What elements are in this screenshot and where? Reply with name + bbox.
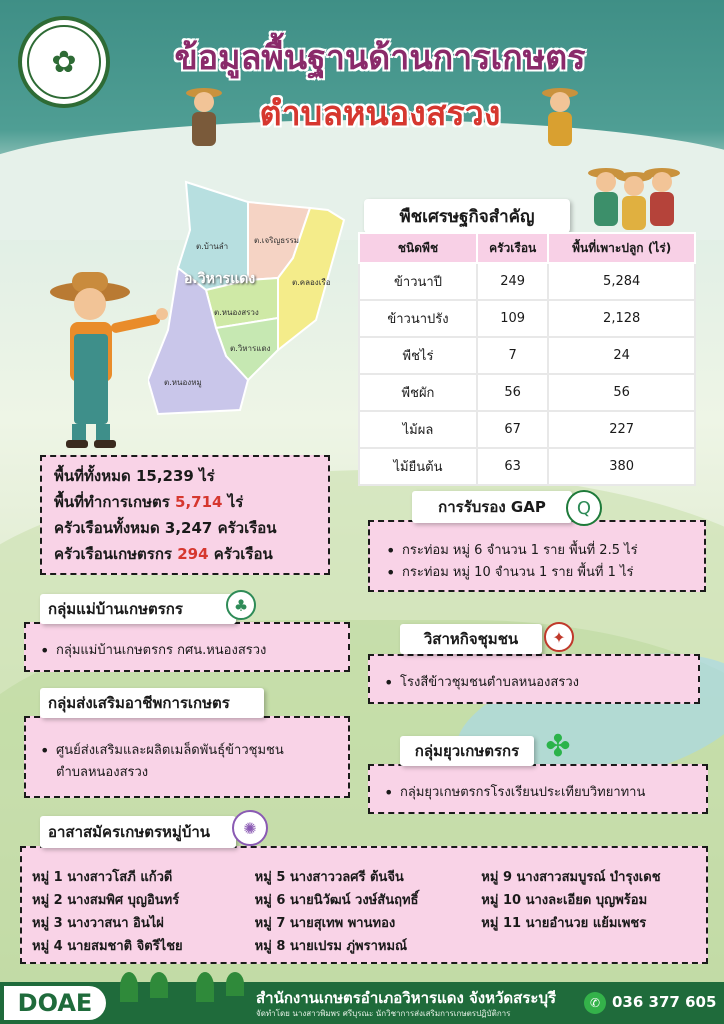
occupation-promotion-title: กลุ่มส่งเสริมอาชีพการเกษตร xyxy=(40,688,264,718)
gap-title: การรับรอง GAP xyxy=(412,491,572,523)
phone-icon: ✆ xyxy=(584,992,606,1014)
map-label-banlam: ต.บ้านลำ xyxy=(196,242,229,251)
community-enterprise-logo-icon: ✦ xyxy=(544,622,574,652)
households: 67 xyxy=(477,411,548,448)
map-district-label: อ.วิหารแดง xyxy=(184,271,256,287)
crop-name: ข้าวนาปรัง xyxy=(359,300,477,337)
households: 63 xyxy=(477,448,548,485)
crop-name: ไม้ยืนต้น xyxy=(359,448,477,485)
community-enterprise-title: วิสาหกิจชุมชน xyxy=(400,624,542,654)
total-households: ครัวเรือนทั้งหมด 3,247 ครัวเรือน xyxy=(54,519,277,537)
crop-name: ข้าวนาปี xyxy=(359,263,477,300)
grass-decoration xyxy=(196,972,214,1002)
area-rai: 24 xyxy=(548,337,695,374)
area-rai: 56 xyxy=(548,374,695,411)
gap-certification-box xyxy=(368,520,706,592)
table-row xyxy=(359,337,695,374)
list-item: • โรงสีข้าวชุมชนตำบลหนองสรวง xyxy=(382,672,688,694)
map-label-nongsuang: ต.หนองสรวง xyxy=(214,308,259,317)
table-row xyxy=(359,263,695,300)
total-area: พื้นที่ทั้งหมด 15,239 ไร่ xyxy=(54,467,215,485)
grass-decoration xyxy=(226,972,244,996)
households: 249 xyxy=(477,263,548,300)
phone-number: 036 377 605 xyxy=(612,993,717,1011)
economic-crops-table xyxy=(358,232,696,486)
occupation-promotion-box xyxy=(24,716,350,798)
crop-name: ไม้ผล xyxy=(359,411,477,448)
list-item: หมู่ 1 นางสาวโสภี แก้วดี xyxy=(32,870,173,885)
housewife-group-logo-icon: ♣ xyxy=(226,590,256,620)
map-label-khlongruea: ต.คลองเรือ xyxy=(292,278,331,287)
column-header: ชนิดพืช xyxy=(359,233,477,263)
farmer-illustration-icon xyxy=(184,88,224,148)
households: 109 xyxy=(477,300,548,337)
agriculture-dept-seal-icon: ✿ xyxy=(18,16,110,108)
area-rai: 2,128 xyxy=(548,300,695,337)
households: 7 xyxy=(477,337,548,374)
village-volunteers-box xyxy=(20,846,708,964)
table-row xyxy=(359,300,695,337)
area-statistics-box xyxy=(40,455,330,575)
list-item: หมู่ 3 นางวาสนา อินไผ่ xyxy=(32,916,164,931)
farmer-with-vegetables-icon xyxy=(540,88,580,148)
page-subtitle: ตำบลหนองสรวง xyxy=(259,94,501,134)
households: 56 xyxy=(477,374,548,411)
list-item: หมู่ 5 นางสาววลศรี ต้นจีน xyxy=(254,870,404,885)
map-label-wiharndaeng: ต.วิหารแดง xyxy=(230,344,271,353)
q-certification-icon: Q xyxy=(566,490,602,526)
table-row xyxy=(359,374,695,411)
volunteer-logo-icon: ✺ xyxy=(232,810,268,846)
area-rai: 227 xyxy=(548,411,695,448)
farm-area: พื้นที่ทำการเกษตร 5,714 ไร่ xyxy=(54,493,244,511)
table-row xyxy=(359,448,695,485)
economic-crops-title: พืชเศรษฐกิจสำคัญ xyxy=(364,199,570,233)
map-label-charoentham: ต.เจริญธรรม xyxy=(254,236,300,245)
grass-decoration xyxy=(120,972,138,1002)
list-item: • กระท่อม หมู่ 10 จำนวน 1 ราย พื้นที่ 1 ไร่ xyxy=(384,562,694,584)
list-item: • ศูนย์ส่งเสริมและผลิตเมล็ดพันธุ์ข้าวชุมชน xyxy=(38,740,338,762)
list-item: หมู่ 9 นางสาวสมบูรณ์ บำรุงเดช xyxy=(481,870,661,885)
list-item: หมู่ 11 นายอำนวย แย้มเพชร xyxy=(481,916,647,931)
crop-name: พืชไร่ xyxy=(359,337,477,374)
list-item: • กลุ่มแม่บ้านเกษตรกร กศน.หนองสรวง xyxy=(38,640,338,662)
community-enterprise-box xyxy=(368,654,700,704)
column-header: ครัวเรือน xyxy=(477,233,548,263)
village-volunteers-title: อาสาสมัครเกษตรหมู่บ้าน xyxy=(40,816,236,848)
grass-decoration xyxy=(150,972,168,998)
page-title: ข้อมูลพื้นฐานด้านการเกษตร xyxy=(174,38,586,78)
list-item: • กระท่อม หมู่ 6 จำนวน 1 ราย พื้นที่ 2.5 ไร่ xyxy=(384,540,694,562)
area-rai: 5,284 xyxy=(548,263,695,300)
area-rai: 380 xyxy=(548,448,695,485)
farm-households: ครัวเรือนเกษตรกร 294 ครัวเรือน xyxy=(54,545,273,563)
table-row xyxy=(359,411,695,448)
list-item: หมู่ 4 นายสมชาติ จิตรีไชย xyxy=(32,939,183,954)
housewife-group-title: กลุ่มแม่บ้านเกษตรกร xyxy=(40,594,236,624)
map-label-nongmoo: ต.หนองหมู xyxy=(164,378,202,387)
list-item: หมู่ 7 นายสุเทพ พานทอง xyxy=(254,916,396,931)
young-farmer-box xyxy=(368,764,708,814)
four-leaf-clover-icon: ✤ xyxy=(545,728,571,764)
list-item: หมู่ 10 นางละเอียด บุญพร้อม xyxy=(481,893,648,908)
office-name: สำนักงานเกษตรอำเภอวิหารแดง จังหวัดสระบุรี xyxy=(256,989,557,1007)
list-item: หมู่ 8 นายเปรม ภู่พราหมณ์ xyxy=(254,939,408,954)
young-farmer-title: กลุ่มยุวเกษตรกร xyxy=(400,736,534,766)
list-item: หมู่ 6 นายนิวัฒน์ วงษ์สันฤทธิ์ xyxy=(254,893,419,908)
doae-logo: DOAE xyxy=(4,986,106,1020)
farmer-group-icon xyxy=(642,168,682,228)
list-item: หมู่ 2 นางสมพิศ บุญอินทร์ xyxy=(32,893,180,908)
crop-name: พืชผัก xyxy=(359,374,477,411)
pointing-farmer-illustration xyxy=(50,270,170,450)
housewife-group-box xyxy=(24,622,350,672)
credit-text: จัดทำโดย นางสาวพิมพร ศรีบุรณะ นักวิชาการส่งเสริมการเกษตรปฏิบัติการ xyxy=(256,1009,511,1018)
list-item-continuation: ตำบลหนองสรวง xyxy=(56,765,149,780)
list-item: • กลุ่มยุวเกษตรกรโรงเรียนประเทียบวิทยาทาน xyxy=(382,782,696,804)
column-header: พื้นที่เพาะปลูก (ไร่) xyxy=(548,233,695,263)
subdistrict-map xyxy=(148,180,358,430)
